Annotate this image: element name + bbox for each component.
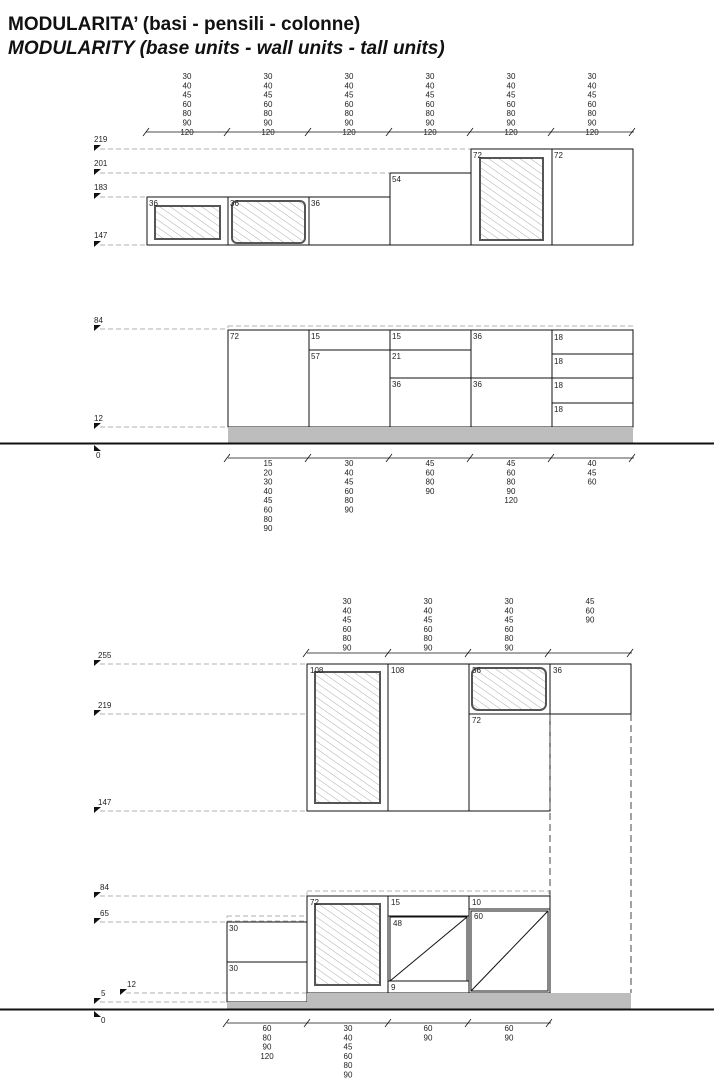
width-option: 80 — [263, 514, 273, 524]
unit-height-label: 18 — [554, 357, 563, 366]
width-option: 45 — [263, 90, 273, 100]
width-option: 45 — [344, 477, 354, 487]
width-option: 60 — [343, 1051, 353, 1061]
level-label: 0 — [96, 451, 101, 460]
width-option: 45 — [585, 597, 595, 606]
width-option: 90 — [425, 118, 435, 128]
glass-doors — [315, 668, 546, 803]
width-option: 30 — [343, 1024, 353, 1033]
width-option: 80 — [587, 109, 597, 119]
unit-height-label: 36 — [149, 199, 158, 208]
width-option: 30 — [263, 72, 273, 81]
tall-column-outline — [550, 714, 631, 993]
unit-height-label: 30 — [229, 924, 238, 933]
plinth — [227, 1002, 307, 1009]
width-option: 80 — [504, 634, 514, 644]
width-option: 40 — [504, 606, 514, 616]
width-option: 80 — [344, 109, 354, 119]
width-option: 90 — [343, 1070, 353, 1080]
width-option: 60 — [425, 468, 435, 478]
level-labels — [94, 135, 108, 460]
width-option: 90 — [262, 1042, 272, 1052]
glass-panel — [480, 158, 543, 240]
width-option: 45 — [343, 1042, 353, 1052]
width-option: 30 — [506, 72, 516, 81]
width-option: 90 — [504, 1033, 514, 1043]
width-option: 120 — [423, 127, 437, 137]
width-option: 60 — [506, 99, 516, 109]
unit-height-label: 36 — [311, 199, 320, 208]
width-option: 60 — [342, 624, 352, 634]
width-option: 45 — [344, 90, 354, 100]
width-option: 40 — [587, 459, 597, 468]
width-option: 90 — [182, 118, 192, 128]
level-labels — [98, 651, 136, 1025]
width-option: 45 — [587, 90, 597, 100]
plinth — [307, 993, 631, 1009]
width-option: 90 — [504, 643, 514, 653]
width-option: 120 — [261, 127, 275, 137]
width-option: 90 — [585, 615, 595, 625]
width-option: 40 — [263, 81, 273, 91]
level-label: 219 — [94, 135, 108, 144]
plinth — [228, 427, 633, 443]
width-option: 90 — [344, 118, 354, 128]
width-option: 80 — [342, 634, 352, 644]
width-option: 80 — [344, 496, 354, 506]
glass-panel — [315, 672, 380, 803]
width-option: 30 — [504, 597, 514, 606]
unit-height-label: 21 — [392, 352, 401, 361]
width-option: 60 — [585, 606, 595, 616]
tall-unit — [550, 664, 631, 714]
width-option: 60 — [423, 624, 433, 634]
level-label: 12 — [127, 980, 136, 989]
width-option: 80 — [262, 1033, 272, 1043]
worktop-outline — [307, 891, 549, 896]
page-subtitle: MODULARITY (base units - wall units - tall units) — [8, 38, 445, 59]
width-option: 30 — [423, 597, 433, 606]
base-width-options — [264, 459, 597, 533]
width-option: 40 — [423, 606, 433, 616]
glass-panel — [155, 206, 220, 239]
wall-unit — [390, 173, 471, 245]
width-option: 60 — [425, 99, 435, 109]
unit-height-label: 18 — [554, 381, 563, 390]
width-option: 40 — [587, 81, 597, 91]
base-unit — [309, 330, 390, 427]
width-option: 90 — [423, 1033, 433, 1043]
width-option: 30 — [344, 72, 354, 81]
unit-height-label: 30 — [229, 964, 238, 973]
top-dimension-line — [303, 649, 633, 657]
unit-height-label: 57 — [311, 352, 320, 361]
level-label: 201 — [94, 159, 108, 168]
glass-panel — [232, 201, 305, 243]
glass-doors — [155, 158, 543, 243]
base-units — [227, 896, 550, 1002]
width-option: 30 — [425, 72, 435, 81]
unit-height-label: 36 — [473, 380, 482, 389]
unit-height-label: 108 — [310, 666, 324, 675]
unit-height-label: 15 — [392, 332, 401, 341]
width-option: 90 — [587, 118, 597, 128]
width-option: 120 — [504, 127, 518, 137]
glass-panel — [472, 668, 546, 710]
width-option: 60 — [506, 468, 516, 478]
level-label: 5 — [101, 989, 106, 998]
level-label: 219 — [98, 701, 112, 710]
unit-height-label: 36 — [473, 332, 482, 341]
base-units — [228, 330, 633, 427]
tall-unit — [388, 664, 469, 811]
width-option: 80 — [506, 477, 516, 487]
width-option: 80 — [425, 109, 435, 119]
unit-height-label: 48 — [393, 919, 402, 928]
width-option: 30 — [342, 597, 352, 606]
width-option: 30 — [344, 459, 354, 468]
level-label: 84 — [100, 883, 109, 892]
width-option: 45 — [425, 90, 435, 100]
level-label: 183 — [94, 183, 108, 192]
width-option: 120 — [342, 127, 356, 137]
width-option: 45 — [506, 459, 516, 468]
unit-height-label: 36 — [392, 380, 401, 389]
unit-height-label: 60 — [474, 912, 483, 921]
diagram-1 — [0, 72, 714, 533]
width-option: 40 — [344, 468, 354, 478]
width-option: 45 — [423, 615, 433, 625]
width-option: 80 — [506, 109, 516, 119]
top-dimension-line — [143, 128, 635, 136]
width-option: 90 — [344, 505, 354, 515]
wall-unit — [309, 197, 390, 245]
glass-panel — [315, 904, 380, 985]
width-option: 60 — [423, 1024, 433, 1033]
worktop-outline — [228, 326, 633, 330]
width-option: 15 — [263, 459, 273, 468]
width-option: 60 — [263, 99, 273, 109]
level-label: 255 — [98, 651, 112, 660]
width-option: 60 — [262, 1024, 272, 1033]
width-option: 40 — [506, 81, 516, 91]
width-option: 120 — [504, 496, 518, 506]
width-option: 60 — [344, 486, 354, 496]
width-option: 40 — [344, 81, 354, 91]
width-option: 30 — [182, 72, 192, 81]
width-option: 80 — [343, 1061, 353, 1071]
base-height-labels — [230, 332, 563, 414]
width-option: 40 — [425, 81, 435, 91]
diagram-2 — [0, 597, 714, 1080]
width-option: 40 — [343, 1033, 353, 1043]
width-option: 80 — [182, 109, 192, 119]
width-option: 40 — [342, 606, 352, 616]
base-unit — [228, 330, 309, 427]
width-option: 60 — [587, 477, 597, 487]
width-option: 45 — [425, 459, 435, 468]
width-option: 30 — [263, 477, 273, 487]
worktop-outline — [227, 916, 307, 921]
level-markers — [94, 660, 127, 1017]
width-option: 90 — [425, 486, 435, 496]
level-label: 12 — [94, 414, 103, 423]
level-label: 65 — [100, 909, 109, 918]
unit-height-label: 72 — [472, 716, 481, 725]
width-option: 80 — [263, 109, 273, 119]
width-option: 90 — [263, 524, 273, 534]
unit-height-label: 10 — [472, 898, 481, 907]
width-option: 45 — [504, 615, 514, 625]
width-option: 60 — [263, 505, 273, 515]
unit-height-label: 15 — [391, 898, 400, 907]
unit-height-label: 15 — [311, 332, 320, 341]
unit-height-label: 36 — [553, 666, 562, 675]
width-option: 90 — [263, 118, 273, 128]
width-option: 120 — [260, 1051, 274, 1061]
unit-height-label: 18 — [554, 405, 563, 414]
unit-height-label: 72 — [554, 151, 563, 160]
width-option: 80 — [425, 477, 435, 487]
width-option: 90 — [506, 486, 516, 496]
level-label: 147 — [94, 231, 108, 240]
unit-height-label: 9 — [391, 983, 396, 992]
width-option: 120 — [585, 127, 599, 137]
unit-height-label: 108 — [391, 666, 405, 675]
width-option: 45 — [342, 615, 352, 625]
width-option: 40 — [182, 81, 192, 91]
page-title: MODULARITA’ (basi - pensili - colonne) — [8, 14, 361, 35]
width-option: 60 — [587, 99, 597, 109]
width-option: 40 — [263, 486, 273, 496]
width-option: 90 — [506, 118, 516, 128]
base-width-options — [260, 1024, 514, 1080]
unit-height-label: 72 — [310, 898, 319, 907]
unit-height-label: 72 — [230, 332, 239, 341]
level-label: 0 — [101, 1016, 106, 1025]
wall-width-options — [180, 72, 599, 137]
width-option: 45 — [506, 90, 516, 100]
width-option: 90 — [342, 643, 352, 653]
width-option: 60 — [182, 99, 192, 109]
width-option: 120 — [180, 127, 194, 137]
wall-unit — [552, 149, 633, 245]
unit-height-label: 54 — [392, 175, 401, 184]
level-label: 84 — [94, 316, 103, 325]
width-option: 60 — [344, 99, 354, 109]
width-option: 60 — [504, 624, 514, 634]
width-option: 60 — [504, 1024, 514, 1033]
tall-width-options — [343, 597, 595, 653]
level-label: 147 — [98, 798, 112, 807]
unit-height-label: 36 — [230, 199, 239, 208]
unit-height-label: 36 — [472, 666, 481, 675]
width-option: 90 — [423, 643, 433, 653]
width-option: 20 — [263, 468, 273, 478]
unit-height-label: 72 — [473, 151, 482, 160]
width-option: 80 — [423, 634, 433, 644]
bottom-dimension-line — [223, 1019, 552, 1027]
base-unit — [388, 896, 469, 993]
width-option: 30 — [587, 72, 597, 81]
unit-height-label: 18 — [554, 333, 563, 342]
width-option: 45 — [182, 90, 192, 100]
width-option: 45 — [263, 496, 273, 506]
width-option: 45 — [587, 468, 597, 478]
